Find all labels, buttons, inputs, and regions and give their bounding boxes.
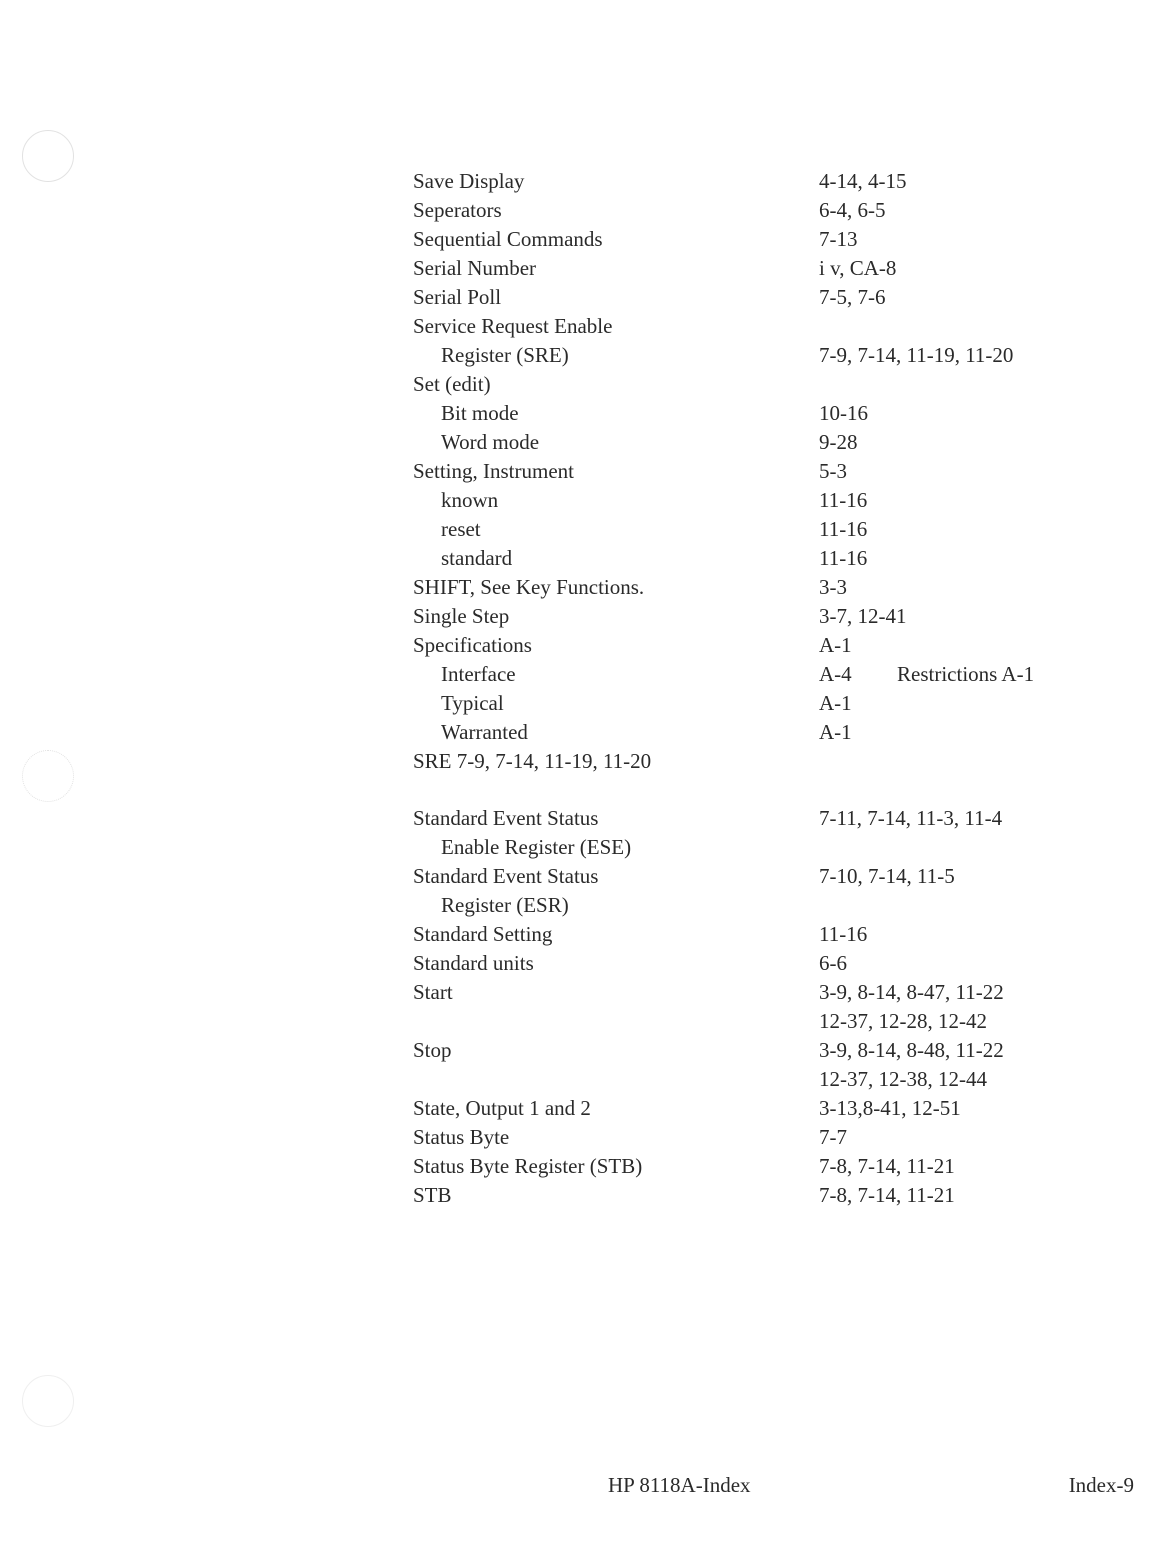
index-page-refs: 3-3 [819, 575, 847, 599]
index-entry [413, 341, 1113, 370]
footer-title: HP 8118A-Index [608, 1473, 751, 1497]
index-page-refs: 7-9, 7-14, 11-19, 11-20 [819, 343, 1014, 367]
index-entry [413, 312, 1113, 341]
index-term: Save Display [413, 169, 525, 193]
index-term: STB [413, 1183, 452, 1207]
index-term: Single Step [413, 604, 510, 628]
index-page-refs: 6-4, 6-5 [819, 198, 886, 222]
index-entry [413, 833, 1113, 862]
index-entry [413, 1181, 1113, 1210]
index-entry [413, 196, 1113, 225]
index-entry [413, 862, 1113, 891]
index-subterm: known [441, 488, 499, 512]
index-entry [413, 804, 1113, 833]
index-page-refs: i v, CA-8 [819, 256, 897, 280]
index-term: Sequential Commands [413, 227, 603, 251]
index-term: Status Byte Register (STB) [413, 1154, 643, 1178]
index-page-refs: 4-14, 4-15 [819, 169, 907, 193]
index-page-refs: 11-16 [819, 922, 868, 946]
index-subterm: Register (ESR) [441, 893, 569, 917]
index-term: Standard units [413, 951, 534, 975]
index-page-refs: 6-6 [819, 951, 847, 975]
index-term: Start [413, 980, 453, 1004]
index-term: Stop [413, 1038, 452, 1062]
index-entry [413, 573, 1113, 602]
index-page-refs: 3-9, 8-14, 8-48, 11-22 [819, 1038, 1004, 1062]
index-page-refs: A-1 [819, 720, 852, 744]
index-page-refs: A-4 [819, 662, 852, 686]
index-entry [413, 486, 1113, 515]
index-entry [413, 1036, 1113, 1065]
index-page-refs: 12-37, 12-38, 12-44 [819, 1067, 987, 1091]
index-term: Specifications [413, 633, 532, 657]
index-page-refs: 11-16 [819, 517, 868, 541]
index-page-refs: A-1 [819, 691, 852, 715]
index-term: SRE 7-9, 7-14, 11-19, 11-20 [413, 749, 652, 773]
index-term: SHIFT, See Key Functions. [413, 575, 645, 599]
index-entry [413, 1065, 1113, 1094]
index-entry [413, 949, 1113, 978]
index-list [413, 167, 1113, 1210]
index-page-refs: 7-8, 7-14, 11-21 [819, 1154, 955, 1178]
index-term: Standard Event Status [413, 864, 599, 888]
index-page-refs: 12-37, 12-28, 12-42 [819, 1009, 987, 1033]
index-page-refs: A-1 [819, 633, 852, 657]
index-entry [413, 515, 1113, 544]
index-entry [413, 1152, 1113, 1181]
index-term: Serial Number [413, 256, 537, 280]
index-subterm: Warranted [441, 720, 528, 744]
index-entry [413, 747, 1113, 776]
index-page-refs: 7-10, 7-14, 11-5 [819, 864, 955, 888]
index-entry [413, 1007, 1113, 1036]
index-term: Standard Event Status [413, 806, 599, 830]
index-entry [413, 891, 1113, 920]
index-entry [413, 167, 1113, 196]
punch-hole-mark [22, 130, 74, 182]
index-entry [413, 631, 1113, 660]
punch-hole-mark [22, 750, 74, 802]
punch-hole-mark [22, 1375, 74, 1427]
index-entry [413, 254, 1113, 283]
index-term: Status Byte [413, 1125, 510, 1149]
index-subterm: Typical [441, 691, 504, 715]
index-page-refs: 7-7 [819, 1125, 847, 1149]
index-entry [413, 660, 1113, 689]
index-term: Set (edit) [413, 372, 491, 396]
index-page-refs: 7-5, 7-6 [819, 285, 886, 309]
index-entry [413, 920, 1113, 949]
index-term: Setting, Instrument [413, 459, 574, 483]
index-entry [413, 225, 1113, 254]
index-page-refs: 3-13,8-41, 12-51 [819, 1096, 961, 1120]
index-page-refs: 3-7, 12-41 [819, 604, 907, 628]
index-entry [413, 689, 1113, 718]
index-term: Seperators [413, 198, 502, 222]
index-page-refs: 3-9, 8-14, 8-47, 11-22 [819, 980, 1004, 1004]
index-entry [413, 370, 1113, 399]
index-subterm: reset [441, 517, 481, 541]
index-page-refs: 5-3 [819, 459, 847, 483]
index-extra-ref: Restrictions A-1 [897, 662, 1035, 686]
index-entry [413, 399, 1113, 428]
index-subterm: Interface [441, 662, 516, 686]
index-page-refs: 9-28 [819, 430, 858, 454]
index-entry [413, 718, 1113, 747]
index-entry [413, 1123, 1113, 1152]
index-term: Serial Poll [413, 285, 502, 309]
index-page-refs: 11-16 [819, 488, 868, 512]
index-entry [413, 283, 1113, 312]
index-term: Service Request Enable [413, 314, 613, 338]
index-subterm: Enable Register (ESE) [441, 835, 632, 859]
index-entry [413, 978, 1113, 1007]
index-subterm: standard [441, 546, 513, 570]
index-page-refs: 7-13 [819, 227, 858, 251]
index-entry [413, 428, 1113, 457]
index-page-refs: 10-16 [819, 401, 868, 425]
index-page-refs: 7-11, 7-14, 11-3, 11-4 [819, 806, 1003, 830]
index-page-refs: 7-8, 7-14, 11-21 [819, 1183, 955, 1207]
index-entry [413, 544, 1113, 573]
index-page-refs: 11-16 [819, 546, 868, 570]
index-subterm: Word mode [441, 430, 540, 454]
index-term: State, Output 1 and 2 [413, 1096, 591, 1120]
index-entry [413, 457, 1113, 486]
index-term: Standard Setting [413, 922, 553, 946]
index-subterm: Register (SRE) [441, 343, 569, 367]
index-subterm: Bit mode [441, 401, 519, 425]
footer-page-number: Index-9 [1068, 1473, 1134, 1497]
index-entry [413, 602, 1113, 631]
index-entry [413, 1094, 1113, 1123]
